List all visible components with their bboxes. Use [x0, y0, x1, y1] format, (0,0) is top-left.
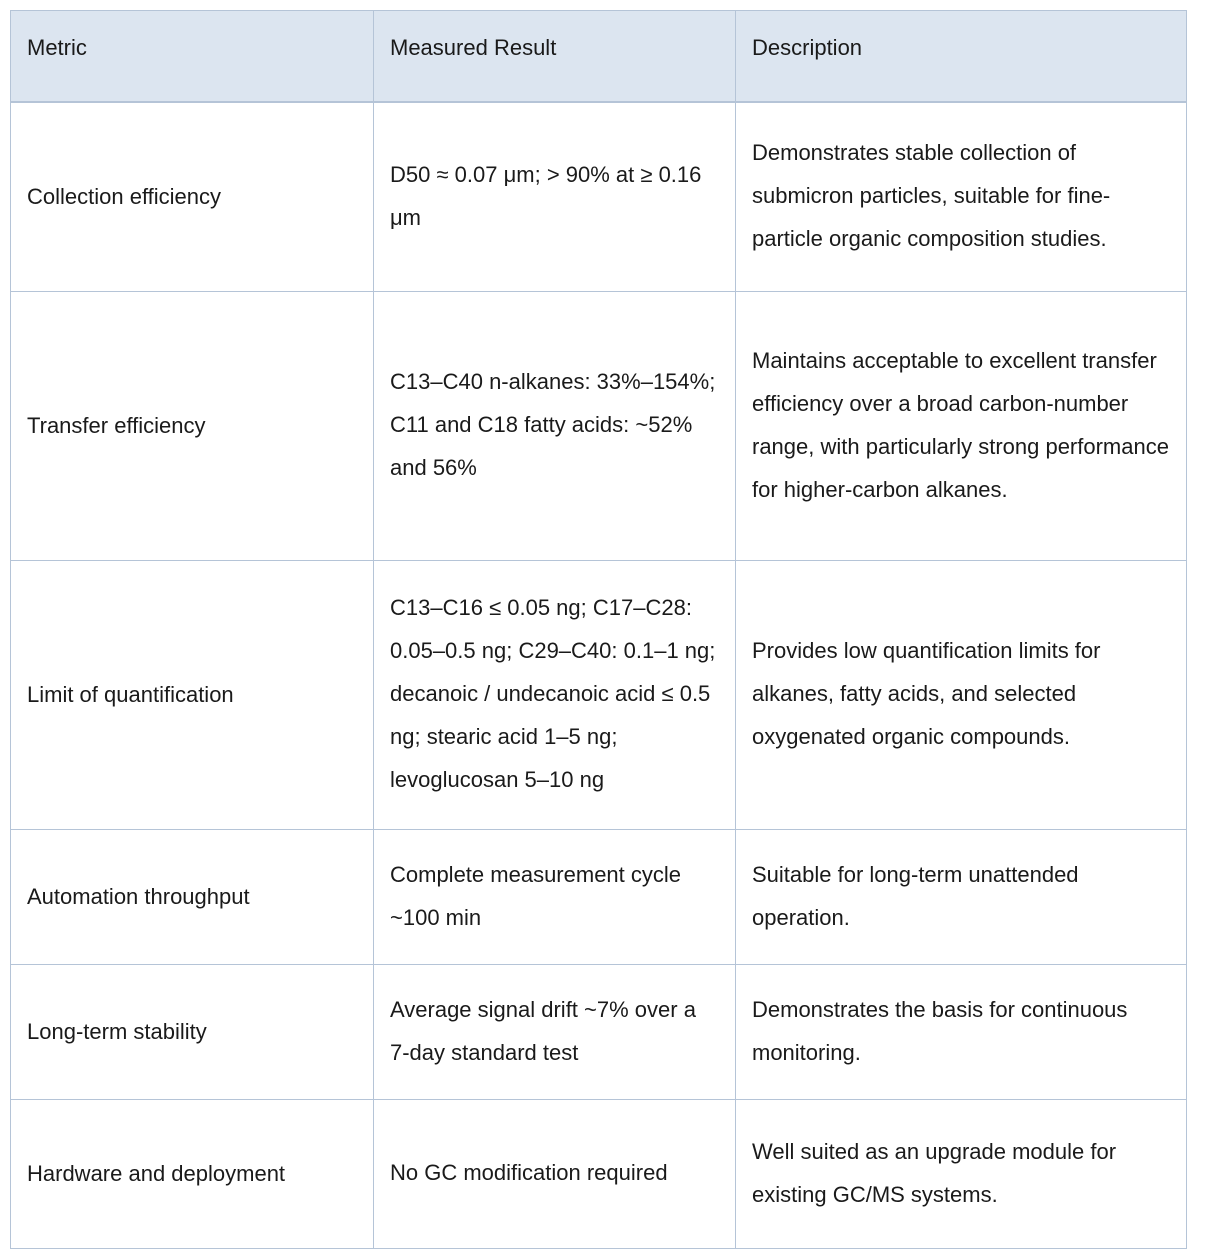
cell-description: Maintains acceptable to excellent transfer efficiency over a broad carbon-number range, with particularly strong performance for higher-carbon alkanes. [736, 291, 1187, 560]
metrics-table [10, 10, 1187, 1249]
cell-description: Demonstrates stable collection of submicron particles, suitable for fine-particle organic composition studies. [736, 102, 1187, 292]
cell-description: Well suited as an upgrade module for existing GC/MS systems. [736, 1099, 1187, 1248]
table-header-row [11, 11, 1187, 102]
cell-measured-result: No GC modification required [374, 1099, 736, 1248]
cell-measured-result: D50 ≈ 0.07 μm; > 90% at ≥ 0.16 μm [374, 102, 736, 292]
table-row [11, 102, 1187, 292]
cell-description: Provides low quantification limits for alkanes, fatty acids, and selected oxygenated organic compounds. [736, 560, 1187, 829]
cell-metric: Long-term stability [11, 964, 374, 1099]
table-row [11, 560, 1187, 829]
table-row [11, 964, 1187, 1099]
cell-measured-result: C13–C16 ≤ 0.05 ng; C17–C28: 0.05–0.5 ng; C29–C40: 0.1–1 ng; decanoic / undecanoic acid ≤ 0.5 ng; stearic acid 1–5 ng; levoglucosan 5–10 ng [374, 560, 736, 829]
table-row [11, 829, 1187, 964]
cell-measured-result: Average signal drift ~7% over a 7-day standard test [374, 964, 736, 1099]
column-header-measured-result: Measured Result [374, 11, 736, 102]
cell-metric: Collection efficiency [11, 102, 374, 292]
table-row [11, 1099, 1187, 1248]
cell-metric: Automation throughput [11, 829, 374, 964]
cell-description: Demonstrates the basis for continuous monitoring. [736, 964, 1187, 1099]
cell-measured-result: C13–C40 n-alkanes: 33%–154%; C11 and C18 fatty acids: ~52% and 56% [374, 291, 736, 560]
cell-description: Suitable for long-term unattended operation. [736, 829, 1187, 964]
cell-metric: Transfer efficiency [11, 291, 374, 560]
cell-metric: Limit of quantification [11, 560, 374, 829]
table-row [11, 291, 1187, 560]
cell-metric: Hardware and deployment [11, 1099, 374, 1248]
table-header [11, 11, 1187, 102]
column-header-metric: Metric [11, 11, 374, 102]
cell-measured-result: Complete measurement cycle ~100 min [374, 829, 736, 964]
table-body [11, 102, 1187, 1249]
column-header-description: Description [736, 11, 1187, 102]
